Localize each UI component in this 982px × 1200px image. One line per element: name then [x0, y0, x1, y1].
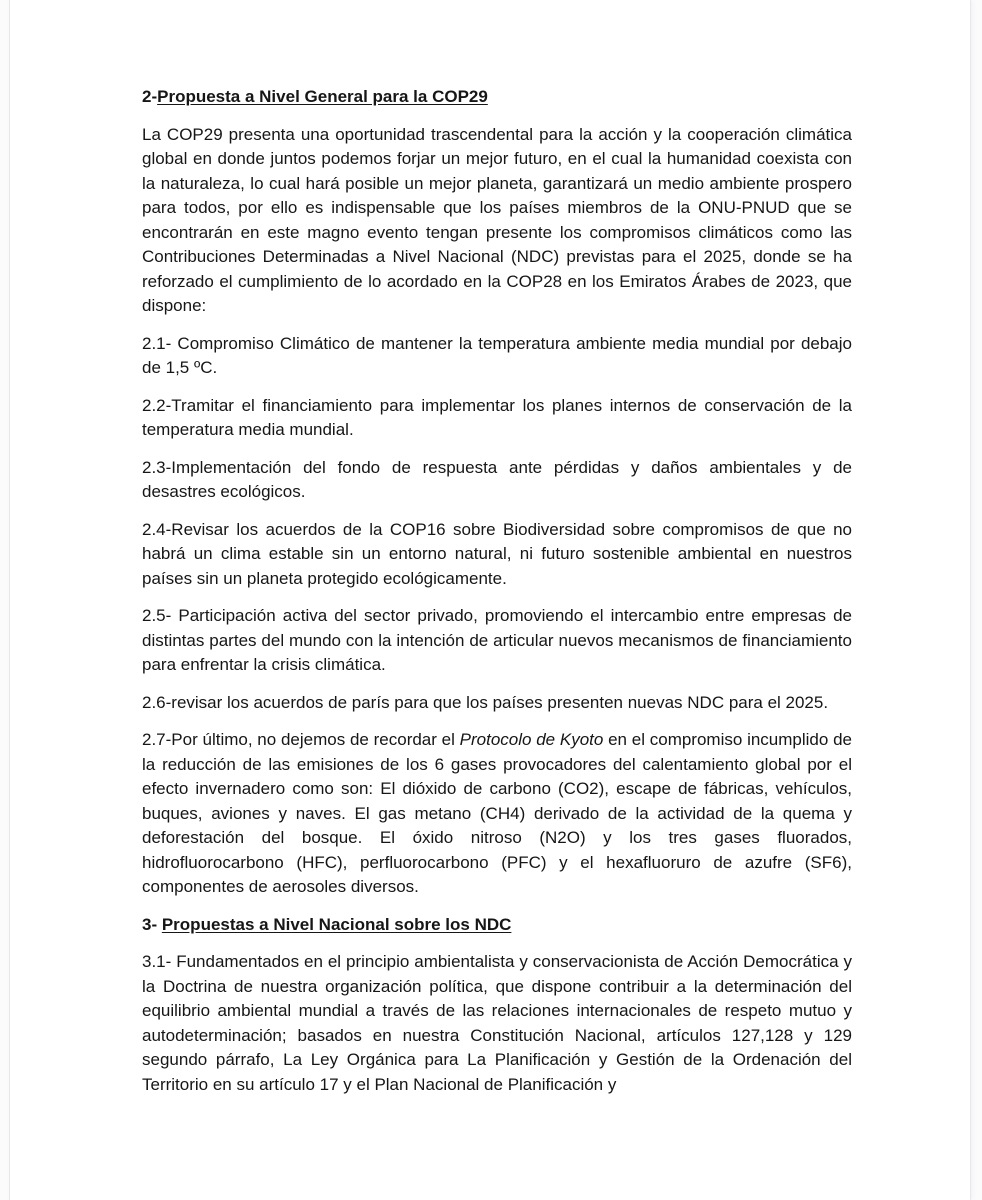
document-page: [10, 0, 970, 1200]
item-2-2: 2.2-Tramitar el financiamiento para implementar los planes internos de conservación de la temperatura media mundial.: [142, 395, 852, 439]
item-2-6: 2.6-revisar los acuerdos de parís para que los países presenten nuevas NDC para el 2025.: [142, 692, 829, 712]
section-3-number: 3-: [142, 914, 162, 934]
item-3-1: 3.1- Fundamentados en el principio ambientalista y conservacionista de Acción Democrática y la Doctrina de nuestra organización política, que dispone contribuir a la determinación del equilibrio ambiental mundial a través de las relaciones internacionales de respeto mutuo y autodeterminación; basados en nuestra Constitución Nacional, artículos 127,128 y 129 segundo párrafo, La Ley Orgánica para La Planificación y Gestión de la Ordenación del Territorio en su artículo 17 y el Plan Nacional de Planificación y: [142, 952, 852, 1094]
item-2-7-body: en el compromiso incumplido de la reducción de las emisiones de los 6 gases provocadores del calentamiento global por el efecto invernadero como son: El dióxido de carbono (CO2), escape de fábricas, vehículos, buques, aviones y naves. El gas metano (CH4) derivado de la actividad de la quema y deforestación del bosque. El óxido nitroso (N2O) y los tres gases fluorados, hidrofluorocarbono (HFC), perfluorocarbono (PFC) y el hexafluoruro de azufre (SF6), componentes de aerosoles diversos.: [142, 730, 852, 896]
item-2-3: 2.3-Implementación del fondo de respuesta ante pérdidas y daños ambientales y de desastres ecológicos.: [142, 457, 852, 501]
section-2-number: 2-: [142, 87, 158, 106]
item-2-4: 2.4-Revisar los acuerdos de la COP16 sobre Biodiversidad sobre compromisos de que no habrá un clima estable sin un entorno natural, ni futuro sostenible ambiental en nuestros países sin un planeta protegido ecológicamente.: [142, 519, 852, 588]
document-body: [142, 85, 852, 1110]
section-3-title: Propuestas a Nivel Nacional sobre los NDC: [161, 914, 512, 934]
kyoto-protocol-reference: Protocolo de Kyoto: [459, 730, 604, 749]
section-2-intro: La COP29 presenta una oportunidad trascendental para la acción y la cooperación climática global en donde juntos podemos forjar un mejor futuro, en el cual la humanidad coexista con la naturaleza, lo cual hará posible un mejor planeta, garantizará un medio ambiente prospero para todos, por ello es indispensable que los países miembros de la ONU-PNUD que se encontrarán en este magno evento tengan presente los compromisos climáticos como las Contribuciones Determinadas a Nivel Nacional (NDC) previstas para el 2025, donde se ha reforzado el cumplimiento de lo acordado en la COP28 en los Emiratos Árabes de 2023, que dispone:: [142, 124, 852, 315]
section-2-title: Propuesta a Nivel General para la COP29: [157, 87, 488, 106]
item-2-1: 2.1- Compromiso Climático de mantener la temperatura ambiente media mundial por debajo de 1,5 ºC.: [142, 333, 852, 377]
item-2-7-intro: 2.7-Por último, no dejemos de recordar el: [142, 730, 460, 749]
section-3-heading: [142, 913, 852, 938]
item-2-7: [142, 728, 852, 900]
section-2-heading: [142, 85, 852, 110]
item-2-5: 2.5- Participación activa del sector privado, promoviendo el intercambio entre empresas de distintas partes del mundo con la intención de articular nuevos mecanismos de financiamiento para enfrentar la crisis climática.: [142, 606, 852, 674]
